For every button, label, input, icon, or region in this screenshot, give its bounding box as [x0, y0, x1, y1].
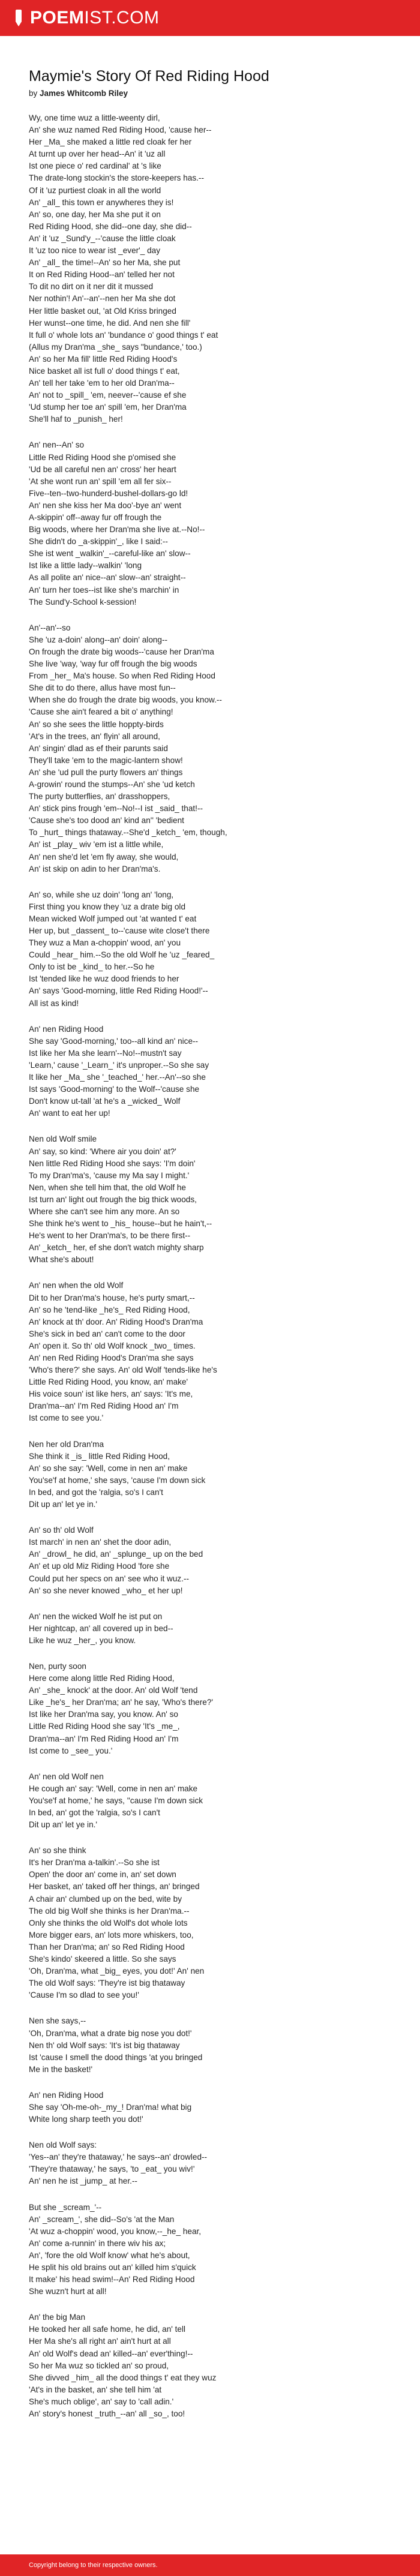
poem-line: His voice soun' ist like hers, an' says: 'It's me, [29, 1389, 193, 1399]
poem-line: It 'uz too nice to wear ist _ever'_ day [29, 246, 161, 256]
poem-line: At turnt up over her head--An' it 'uz all [29, 149, 166, 159]
poem-stanza [29, 2202, 391, 2298]
poem-line: An' so she never knowed _who_ et her up! [29, 1586, 183, 1595]
site-footer [0, 2554, 420, 2576]
poem-line: Open' the door an' come in, an' set down [29, 1870, 176, 1880]
poem-line: 'At she wont run an' spill 'em all fer six-- [29, 476, 172, 486]
poem-stanza [29, 2311, 391, 2420]
poem-line: When she do frough the drate big woods, you know.-- [29, 695, 222, 705]
poem-line: What she's about! [29, 1255, 94, 1265]
poem-line: Here come along little Red Riding Hood, [29, 1674, 175, 1683]
poem-line: She'll haf to _punish_ her! [29, 415, 123, 424]
poem-line: An' she wuz named Red Riding Hood, 'cause her-- [29, 125, 212, 135]
poem-line: An' nen--An' so [29, 440, 85, 450]
poem-line: She think it _is_ little Red Riding Hood, [29, 1451, 170, 1461]
poem-line: Don't know ut-tall 'at he's a _wicked_ Wolf [29, 1097, 181, 1106]
poem-line: 'Ud stump her toe an' spill 'em, her Dran'ma [29, 403, 187, 412]
poem-line: You'se'f at home,' he says, ''cause I'm down sick [29, 1796, 203, 1805]
poem-line: 'Oh, Dran'ma, what a drate big nose you dot!' [29, 2028, 192, 2038]
poem-line: First thing you know they 'uz a drate big old [29, 902, 186, 911]
poem-line: An' singin' dlad as ef their parunts said [29, 743, 168, 753]
poem-line: Ner nothin'! An'--an'--nen her Ma she dot [29, 294, 176, 304]
poem-line: An' stick pins frough 'em--No!--I ist _said_ that!-- [29, 804, 203, 813]
poem-line: In bed, and got the 'ralgia, so's I can't [29, 1487, 163, 1497]
poem-line: Ist says 'Good-morning' to the Wolf--'cause she [29, 1085, 200, 1094]
poem-line: An' nen the wicked Wolf he ist put on [29, 1611, 163, 1621]
poem-line: An' nen he ist _jump_ at her.-- [29, 2176, 137, 2186]
logo-bold-text: POEM [30, 8, 85, 28]
poem-line: To my Dran'ma's, 'cause my Ma say I might.' [29, 1170, 190, 1180]
poem-line: Nen her old Dran'ma [29, 1439, 104, 1449]
poem-line: She say 'Oh-me-oh-_my_! Dran'ma! what big [29, 2102, 192, 2112]
poem-line: She 'uz a-doin' along--an' doin' along-- [29, 635, 168, 644]
poem-line: Ist turn an' light out frough the big thick woods, [29, 1194, 197, 1204]
poem-line: 'At's in the trees, an' flyin' all around, [29, 731, 160, 741]
byline-prefix: by [29, 89, 40, 98]
poem-line: An' et up old Miz Riding Hood 'fore she [29, 1562, 170, 1571]
poem-line: Nen th' old Wolf says: 'It's ist big thataway [29, 2040, 180, 2050]
poem-line: She divved _him_ all the dood things t' eat they wuz [29, 2373, 217, 2382]
poem-line: Ist like a little lady--walkin' 'long [29, 561, 142, 571]
poem-line: A-skippin' off--away fur off frough the [29, 513, 162, 522]
poem-line: Little Red Riding Hood, you know, an' make' [29, 1377, 188, 1387]
poem-stanza [29, 1133, 391, 1266]
poem-line: Where she can't see him any more. An so [29, 1206, 180, 1216]
poem-stanza [29, 1661, 391, 1757]
poem-line: Ist 'cause I smell the dood things 'at you bringed [29, 2052, 203, 2062]
poem-line: He tooked her all safe home, he did, an' tell [29, 2325, 186, 2334]
poem-line: Her wunst--one time, he did. And nen she fill' [29, 318, 191, 328]
poem-line: 'Cause she's too dood an' kind an'' 'bedient [29, 816, 184, 825]
poem-content [0, 36, 420, 2420]
poem-line: Her up, but _dassent_ to--'cause wite close't there [29, 926, 210, 935]
poem-line: She's sick in bed an' can't come to the door [29, 1329, 185, 1338]
poem-line: An' nen Riding Hood [29, 1024, 104, 1034]
poem-line: More bigger ears, an' lots more whiskers, too, [29, 1930, 194, 1939]
poem-title: Maymie's Story Of Red Riding Hood [29, 68, 269, 85]
poem-line: An' _scream_', she did--So's 'at the Man [29, 2214, 175, 2224]
site-header [0, 0, 420, 36]
poem-stanza [29, 1845, 391, 2001]
poem-line: He split his old brains out an' killed him s'quick [29, 2263, 196, 2272]
poem-line: An' _all_ the time!--An' so her Ma, she put [29, 258, 181, 268]
poem-line: Dran'ma--an' I'm Red Riding Hood an' I'm [29, 1401, 179, 1411]
poem-line: A-growin' round the stumps--An' she 'ud ketch [29, 779, 195, 789]
poem-line: An' turn her toes--ist like she's marchin' in [29, 585, 179, 595]
poem-stanza [29, 1439, 391, 1511]
poem-line: An' knock at th' door. An' Riding Hood's Dran'ma [29, 1317, 203, 1326]
poem-line: Could put her specs on an' see who it wuz.-- [29, 1574, 190, 1583]
poem-line: Ist one piece o' red cardinal' at 's like [29, 161, 161, 171]
poem-line: Mean wicked Wolf jumped out 'at wanted t' eat [29, 914, 197, 923]
poem-line: It make' his head swim!--An' Red Riding Hood [29, 2275, 195, 2284]
poem-line: Dran'ma--an' I'm Red Riding Hood an' I'm [29, 1734, 179, 1743]
poem-line: Wy, one time wuz a little-weenty dirl, [29, 113, 160, 122]
poem-line: Like _he's_ her Dran'ma; an' he say, 'Who's there?' [29, 1698, 213, 1707]
poem-line: Her Ma she's all right an' ain't hurt at all [29, 2337, 171, 2346]
poem-line: She's much oblige', an' say to 'call adin.' [29, 2397, 174, 2406]
poem-line: An' nen Riding Hood [29, 2090, 104, 2100]
poem-line: He's went to her Dran'ma's, to be there first-- [29, 1231, 191, 1241]
poem-line: Ist come to _see_ you.' [29, 1746, 113, 1755]
poem-line: Dit up an' let ye in.' [29, 1820, 98, 1830]
poem-stanza [29, 1023, 391, 1120]
poem-line: 'Cause she ain't feared a bit o' anything! [29, 707, 173, 717]
poem-line: Ist 'tended like he wuz dood friends to her [29, 974, 179, 984]
poem-line: It full o' whole lots an' 'bundance o' good things t' eat [29, 330, 218, 340]
poem-line: 'Who's there?' she says. An' old Wolf 'tends-like he's [29, 1365, 217, 1375]
poem-line: Than her Dran'ma; an' so Red Riding Hood [29, 1942, 185, 1951]
poem-line: Nen little Red Riding Hood she says: 'I'm doin' [29, 1158, 196, 1168]
author-link[interactable]: James Whitcomb Riley [40, 89, 128, 98]
poem-line: But she _scream_'-- [29, 2202, 102, 2212]
poem-line: An' not to _spill_ 'em, neever--'cause ef she [29, 391, 187, 400]
poem-line: Ist come to see you.' [29, 1413, 104, 1423]
poem-line: 'Ud be all careful nen an' cross' her heart [29, 464, 176, 474]
poem-stanza [29, 439, 391, 608]
poem-line: Red Riding Hood, she did--one day, she did-- [29, 221, 192, 231]
poem-line: An' so, while she uz doin' 'long an' 'long, [29, 890, 174, 899]
poem-line: The purty butterflies, an' drasshoppers, [29, 792, 170, 801]
poem-line: An' come a-runnin' in there wiv his ax; [29, 2238, 166, 2248]
poem-line: So her Ma wuz so tickled an' so proud, [29, 2361, 169, 2370]
poem-line: Ist march' in nen an' shet the door adin, [29, 1538, 172, 1547]
poem-line: An' so she say: 'Well, come in nen an' make [29, 1463, 188, 1473]
poem-line: The old Wolf says: 'They're ist big thataway [29, 1978, 185, 1988]
poem-line: An' _all_ this town er anywheres they is! [29, 197, 174, 207]
poem-line: An' old Wolf's dead an' killed--an' ever'thing!-- [29, 2349, 193, 2358]
logo-light-text: IST.COM [84, 8, 160, 28]
poem-line: The old big Wolf she thinks is her Dran'ma.-- [29, 1906, 190, 1916]
poem-line: An' so her Ma fill' little Red Riding Hood's [29, 354, 178, 364]
poem-line: An' want to eat her up! [29, 1109, 110, 1118]
poem-line: An' tell her take 'em to her old Dran'ma-- [29, 379, 175, 388]
poem-line: Dit up an' let ye in.' [29, 1500, 98, 1509]
poem-line: To dit no dirt on it ner dit it mussed [29, 282, 154, 292]
poem-line: It's her Dran'ma a-talkin'.--So she ist [29, 1858, 160, 1868]
poem-line: To _hurt_ things thataway.--She'd _ketch_ 'em, though, [29, 828, 227, 837]
poem-line: Nen, purty soon [29, 1661, 86, 1671]
poem-line: 'Oh, Dran'ma, what _big_ eyes, you dot!' An' nen [29, 1966, 205, 1976]
poem-line: Nen old Wolf says: [29, 2140, 97, 2150]
poem-line: The Sund'y-School k-session! [29, 597, 137, 607]
poem-line: (Allus my Dran'ma _she_ says "bundance,' too.) [29, 342, 202, 352]
poem-line: 'At's in the basket, an' she tell him 'at [29, 2385, 162, 2394]
poem-line: An' so, one day, her Ma she put it on [29, 209, 161, 219]
poem-line: She ist went _walkin'_--careful-like an' slow-- [29, 549, 191, 559]
poem-stanza [29, 889, 391, 1010]
poem-line: An' say, so kind: 'Where air you doin' at?' [29, 1146, 176, 1156]
poem-line: An' open it. So th' old Wolf knock _two_ times. [29, 1341, 196, 1350]
poem-line: 'They're thataway,' he says, 'to _eat_ you wiv!' [29, 2164, 195, 2174]
poem-line: An' nen she'd let 'em fly away, she would, [29, 852, 179, 861]
poem-stanza [29, 1524, 391, 1597]
poem-line: Only to ist be _kind_ to her.--So he [29, 962, 155, 972]
poem-line: An', 'fore the old Wolf know' what he's about, [29, 2250, 190, 2260]
poem-line: In bed, an' got the 'ralgia, so's I can't [29, 1808, 160, 1817]
poem-line: You'se'f at home,' she says, 'cause I'm down sick [29, 1475, 206, 1485]
poem-line: The drate-long stockin's the store-keepers has.-- [29, 173, 204, 183]
poem-line: It like her _Ma_ she '_teached_' her.--An'--so she [29, 1073, 206, 1082]
byline [29, 89, 391, 98]
poem-line: Could _hear_ him.--So the old Wolf he 'uz _feared_ [29, 950, 215, 960]
poem-line: Dit to her Dran'ma's house, he's purty smart,-- [29, 1293, 195, 1302]
poem-line: Ist like her Ma she learn'--No!--mustn't say [29, 1048, 182, 1058]
poem-line: All ist as kind! [29, 998, 79, 1008]
poem-line: An' ist skip on adin to her Dran'ma's. [29, 864, 161, 873]
poem-line: Little Red Riding Hood she p'omised she [29, 452, 176, 462]
poem-line: Big woods, where her Dran'ma she live at.--No!-- [29, 525, 205, 535]
poem-line: Nen she says,-- [29, 2016, 86, 2026]
poem-line: Nice basket all ist full o' dood things t' eat, [29, 366, 180, 376]
poem-stanza [29, 2089, 391, 2125]
pen-nib-icon [13, 10, 24, 26]
poem-line: White long sharp teeth you dot!' [29, 2115, 143, 2124]
poem-line: An' she 'ud pull the purty flowers an' things [29, 767, 183, 777]
poem-line: Her little basket out, 'at Old Kriss bringed [29, 306, 176, 316]
poem-stanza [29, 1611, 391, 1647]
poem-line: Ist like her Dran'ma say, you know. An' so [29, 1710, 178, 1719]
poem-line: An' the big Man [29, 2313, 86, 2322]
poem-line: She didn't do _a-skippin'_, like I said:-- [29, 537, 168, 547]
poem-line: Nen, when she tell him that, the old Wolf he [29, 1182, 186, 1192]
poem-line: An' so she think [29, 1846, 86, 1856]
poem-stanza [29, 1771, 391, 1831]
poem-line: Little Red Riding Hood she say 'It's _me_, [29, 1722, 180, 1731]
poem-line: An' nen Red Riding Hood's Dran'ma she says [29, 1353, 194, 1362]
site-logo[interactable] [30, 8, 160, 28]
poem-line: On frough the drate big woods--'cause her Dran'ma [29, 647, 214, 656]
poem-line: Of it 'uz purtiest cloak in all the world [29, 185, 161, 195]
poem-stanza [29, 2139, 391, 2187]
poem-line: An'--an'--so [29, 623, 71, 632]
poem-line: An' nen she kiss her Ma doo'-bye an' went [29, 500, 182, 510]
poem-line: An' _drowl_ he did, an' _splunge_ up on the bed [29, 1550, 203, 1559]
poem-line: 'Learn,' cause '_Learn_' it's unproper.--So she say [29, 1060, 209, 1070]
poem-line: From _her_ Ma's house. So when Red Riding Hood [29, 671, 215, 681]
poem-line: She wuzn't hurt at all! [29, 2287, 107, 2296]
poem-line: Her basket, an' taked off her things, an' bringed [29, 1882, 200, 1892]
poem-line: An' so she sees the little hoppty-birds [29, 719, 164, 729]
poem-line: It on Red Riding Hood--an' telled her not [29, 270, 175, 280]
poem-line: As all polite an' nice--an' slow--an' straight-- [29, 573, 186, 583]
poem-line: She think he's went to _his_ house--but he hain't,-- [29, 1219, 212, 1229]
poem-stanza [29, 622, 391, 875]
poem-line: She say 'Good-morning,' too--all kind an' nice-- [29, 1036, 199, 1046]
poem-line: An' says 'Good-morning, little Red Riding Hood!'-- [29, 986, 208, 996]
poem-line: A chair an' clumbed up on the bed, wite by [29, 1894, 182, 1904]
poem-body [29, 112, 391, 2420]
poem-line: 'Cause I'm so dlad to see you!' [29, 1990, 139, 2000]
poem-line: An' _ketch_ her, ef she don't watch mighty sharp [29, 1243, 204, 1253]
poem-line: Five--ten--two-hunderd-bushel-dollars-go ld! [29, 488, 188, 498]
poem-line: Nen old Wolf smile [29, 1134, 97, 1144]
poem-line: She's kindo' skeered a little. So she says [29, 1954, 176, 1964]
poem-line: Only she thinks the old Wolf's dot whole lots [29, 1918, 188, 1928]
poem-line: An' it 'uz _Sund'y_--'cause the little cloak [29, 233, 176, 243]
poem-line: An' _she_ knock' at the door. An' old Wolf 'tend [29, 1686, 198, 1695]
poem-line: An' story's honest _truth_--an' all _so_, too! [29, 2409, 185, 2419]
poem-line: 'At wuz a-choppin' wood, you know,--_he_ hear, [29, 2226, 202, 2236]
poem-line: An' ist _play_ wiv 'em ist a little while, [29, 840, 164, 849]
poem-stanza [29, 2015, 391, 2075]
poem-line: She dit to do there, allus have most fun-- [29, 683, 176, 693]
poem-line: They wuz a Man a-choppin' wood, an' you [29, 938, 181, 948]
poem-line: An' nen old Wolf nen [29, 1772, 104, 1781]
poem-line: An' nen when the old Wolf [29, 1281, 124, 1290]
poem-line: Her _Ma_ she maked a little red cloak fer her [29, 137, 192, 147]
poem-line: Like he wuz _her_, you know. [29, 1635, 136, 1645]
poem-line: 'Yes--an' they're thataway,' he says--an' drowled-- [29, 2152, 208, 2162]
poem-line: An' so he 'tend-like _he's_ Red Riding Hood, [29, 1305, 190, 1314]
copyright-text: Copyright belong to their respective owners. [29, 2562, 158, 2569]
poem-line: An' so th' old Wolf [29, 1526, 94, 1535]
poem-stanza [29, 112, 391, 425]
poem-line: She live 'way, 'way fur off frough the big woods [29, 659, 197, 669]
poem-line: Her nightcap, an' all covered up in bed-- [29, 1623, 173, 1633]
poem-line: They'll take 'em to the magic-lantern show! [29, 755, 183, 765]
poem-line: He cough an' say: 'Well, come in nen an' make [29, 1784, 198, 1793]
poem-stanza [29, 1280, 391, 1424]
poem-line: Me in the basket!' [29, 2064, 93, 2074]
